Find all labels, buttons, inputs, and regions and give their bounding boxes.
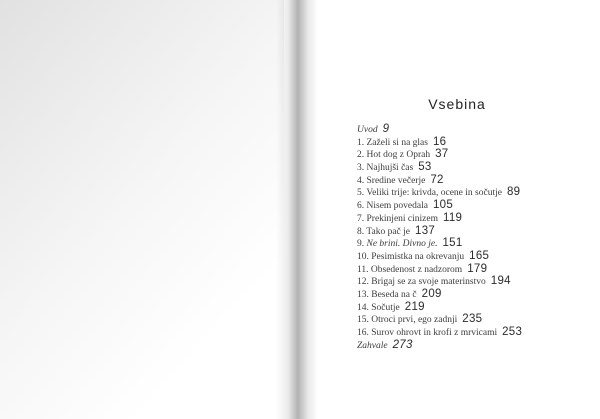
toc-entry-label: Prekinjeni cinizem bbox=[366, 213, 438, 224]
toc-entry-label: Ne brini. Divno je. bbox=[366, 239, 438, 250]
toc-entry-page: 53 bbox=[418, 161, 432, 174]
toc-entry-number: 12. bbox=[357, 277, 372, 288]
toc-entry-number: 3. bbox=[357, 163, 367, 174]
toc-entry-label: Tako pač je bbox=[366, 226, 410, 237]
toc-entry bbox=[357, 339, 587, 352]
toc-entry-page: 209 bbox=[421, 287, 442, 300]
toc-entry bbox=[357, 186, 587, 199]
toc-entry-page: 165 bbox=[469, 249, 490, 262]
toc-entry bbox=[357, 250, 587, 263]
toc-entry bbox=[357, 148, 587, 161]
toc-entry-page: 105 bbox=[432, 199, 454, 212]
right-page-contents bbox=[318, 0, 600, 419]
toc-entry-number: 11. bbox=[357, 264, 371, 275]
toc-entry-page: 219 bbox=[404, 300, 425, 313]
toc-entry-number: 8. bbox=[357, 226, 367, 237]
toc-entry bbox=[357, 301, 587, 314]
toc-entry-label: Uvod bbox=[357, 125, 378, 135]
toc-entry-page: 151 bbox=[442, 237, 463, 250]
toc-entry-page: 37 bbox=[435, 148, 449, 161]
toc-entry-page: 119 bbox=[443, 211, 463, 224]
toc-entry-label: Nisem povedala bbox=[366, 201, 428, 212]
toc-entry-label: Zaželi si na glas bbox=[366, 137, 428, 148]
toc-entry bbox=[357, 174, 587, 187]
toc-entry bbox=[357, 123, 587, 136]
toc-entry-number: 1. bbox=[357, 137, 367, 148]
toc-entry-number: 10. bbox=[357, 251, 372, 262]
book-spine-shadow bbox=[276, 0, 318, 419]
toc-entry-label: Brigaj se za svoje materinstvo bbox=[371, 277, 486, 288]
toc-entry-label: Otroci prvi, ego zadnji bbox=[371, 315, 458, 326]
toc-entry-page: 89 bbox=[506, 186, 521, 199]
toc-entry-number: 13. bbox=[357, 289, 372, 300]
toc-entry-number: 15. bbox=[357, 315, 372, 326]
toc-entry bbox=[357, 275, 587, 288]
toc-entry-label: Beseda na č bbox=[371, 289, 417, 300]
toc-entry bbox=[357, 136, 587, 149]
toc-entry bbox=[357, 313, 587, 326]
left-page-blank bbox=[0, 0, 284, 419]
toc-entry bbox=[357, 326, 587, 339]
toc-entry-label: Veliki trije: krivda, ocene in sočutje bbox=[366, 188, 502, 199]
toc-entry-page: 9 bbox=[382, 123, 390, 135]
toc-entry-page: 179 bbox=[467, 262, 488, 275]
toc-entry-number: 7. bbox=[357, 213, 367, 224]
toc-entry-label: Surov ohrovt in krofi z mrvicami bbox=[371, 328, 498, 338]
toc-entry-page: 137 bbox=[415, 224, 436, 237]
toc-entry-page: 273 bbox=[392, 338, 413, 351]
toc-entry-label: Obsedenost z nadzorom bbox=[370, 264, 463, 275]
toc-entry bbox=[357, 263, 587, 276]
toc-entry-number: 6. bbox=[357, 201, 367, 212]
toc-entry bbox=[357, 199, 587, 212]
toc-entry-number: 4. bbox=[357, 175, 367, 186]
toc-entry-label: Sredine večerje bbox=[366, 175, 426, 186]
toc-entry-number: 14. bbox=[357, 302, 372, 313]
toc-entry-number: 9. bbox=[357, 239, 367, 250]
toc-entry bbox=[357, 212, 587, 225]
toc-entry-number: 5. bbox=[357, 188, 367, 199]
toc-entry-page: 253 bbox=[502, 326, 523, 338]
toc-entry bbox=[357, 225, 587, 238]
toc-entry-label: Pesimistka na okrevanju bbox=[371, 251, 465, 262]
toc-entry-number: 2. bbox=[357, 150, 367, 161]
toc-list bbox=[357, 123, 587, 351]
toc-entry-page: 235 bbox=[462, 313, 483, 326]
toc-entry-label: Sočutje bbox=[371, 302, 400, 313]
toc-entry-page: 194 bbox=[490, 275, 511, 288]
toc-entry bbox=[357, 288, 587, 301]
toc-entry-page: 16 bbox=[432, 135, 447, 148]
toc-entry-page: 72 bbox=[430, 173, 444, 186]
toc-entry bbox=[357, 237, 587, 250]
toc-entry-label: Hot dog z Oprah bbox=[366, 150, 431, 161]
toc-entry-number: 16. bbox=[357, 328, 372, 338]
toc-entry-label: Najhujši čas bbox=[366, 163, 414, 174]
toc-entry-label: Zahvale bbox=[357, 340, 388, 351]
toc-entry bbox=[357, 161, 587, 174]
page-title: Vsebina bbox=[428, 96, 486, 112]
